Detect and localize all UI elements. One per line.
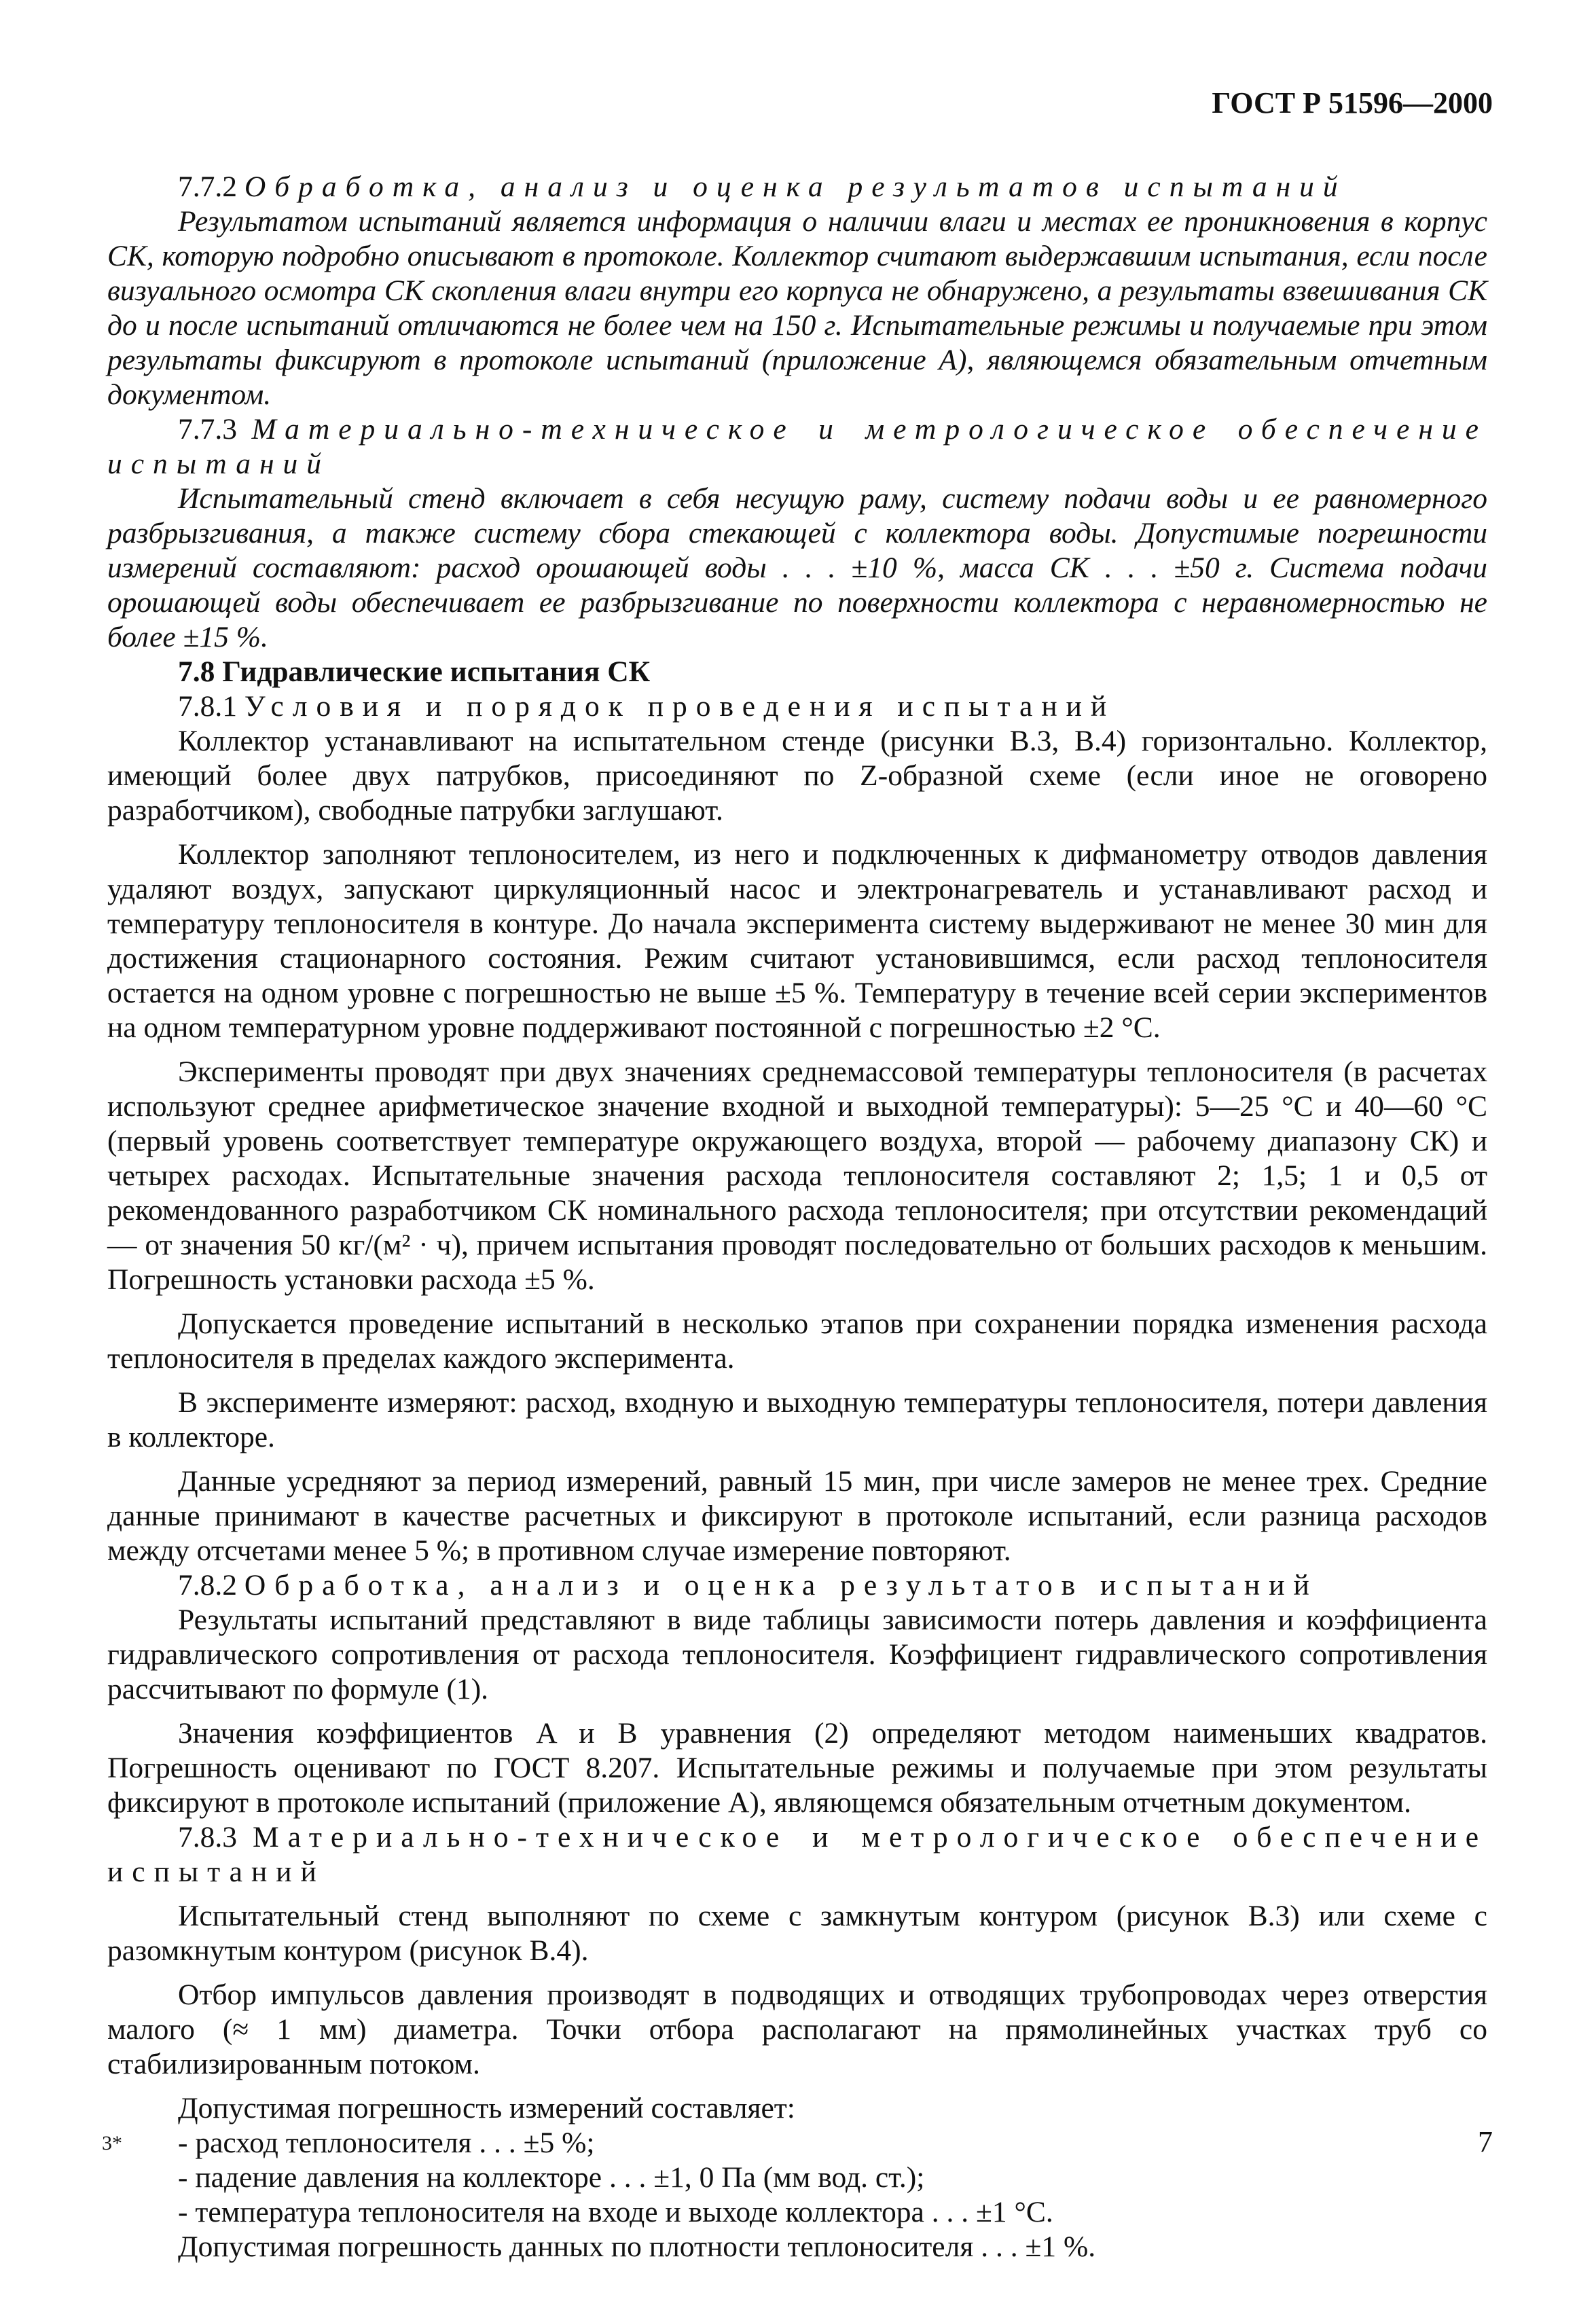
- section-title: Обработка, анализ и оценка результатов испытаний: [244, 170, 1347, 203]
- section-7-8-2-heading: [107, 1568, 1487, 1603]
- section-title: Материально-техническое и метрологическое обеспечение испытаний: [107, 1821, 1487, 1888]
- list-item: - расход теплоносителя . . . ±5 %;: [178, 2127, 595, 2159]
- section-7-8-3-heading: [107, 1820, 1487, 1889]
- paragraph: Коллектор заполняют теплоносителем, из него и подключенных к дифманометру отводов давления удаляют воздух, запускают циркуляционный насос и электронагреватель и устанавливают расход и температуру теплоносителя в контуре. До начала эксперимента систему выдерживают не менее 30 мин для достижения стационарного состояния. Режим считают установившимся, если расход теплоносителя остается на одном уровне с погрешностью не выше ±5 %. Температуру в течение всей серии экспериментов на одном температурном уровне поддерживают постоянной с погрешностью ±2 °С.: [107, 838, 1487, 1044]
- section-7-7-2-heading: [107, 170, 1487, 204]
- section-7-8-heading: 7.8 Гидравлические испытания СК: [178, 655, 651, 688]
- paragraph: Данные усредняют за период измерений, равный 15 мин, при числе замеров не менее трех. Средние данные принимают в качестве расчетных и фиксируют в протоколе испытаний, если разница расходов между отсчетами менее 5 %; в противном случае измерение повторяют.: [107, 1465, 1487, 1567]
- paragraph: Результатом испытаний является информация о наличии влаги и местах ее проникновения в корпус СК, которую подробно описывают в протоколе. Коллектор считают выдержавшим испытания, если после визуального осмотра СК скопления влаги внутри его корпуса не обнаружено, а результаты взвешивания СК до и после испытаний отличаются не более чем на 150 г. Испытательные режимы и получаемые при этом результаты фиксируют в протоколе испытаний (приложение А), являющемся обязательным отчетным документом.: [107, 205, 1487, 411]
- section-title: Условия и порядок проведения испытаний: [244, 690, 1116, 723]
- paragraph: Допустимая погрешность данных по плотности теплоносителя . . . ±1 %.: [178, 2230, 1096, 2263]
- paragraph: Допускается проведение испытаний в несколько этапов при сохранении порядка изменения расхода теплоносителя в пределах каждого эксперимента.: [107, 1307, 1487, 1375]
- section-title: Материально-техническое и метрологическое обеспечение испытаний: [107, 413, 1487, 480]
- paragraph: Испытательный стенд выполняют по схеме с замкнутым контуром (рисунок В.3) или схеме с разомкнутым контуром (рисунок В.4).: [107, 1900, 1487, 1967]
- paragraph: Значения коэффициентов A и B уравнения (2) определяют методом наименьших квадратов. Погрешность оценивают по ГОСТ 8.207. Испытательные режимы и получаемые при этом результаты фиксируют в протоколе испытаний (приложение А), являющемся обязательным отчетным документом.: [107, 1717, 1487, 1819]
- list-item: - температура теплоносителя на входе и выходе коллектора . . . ±1 °С.: [178, 2196, 1053, 2228]
- paragraph: В эксперименте измеряют: расход, входную и выходную температуры теплоносителя, потери давления в коллекторе.: [107, 1386, 1487, 1453]
- list-item: - падение давления на коллекторе . . . ±1, 0 Па (мм вод. ст.);: [178, 2161, 925, 2194]
- section-number: 7.8.1: [178, 690, 237, 723]
- section-7-7-3-heading: [107, 412, 1487, 482]
- paragraph: Результаты испытаний представляют в виде таблицы зависимости потерь давления и коэффициента гидравлического сопротивления от расхода теплоносителя. Коэффициент гидравлического сопротивления рассчитывают по формуле (1).: [107, 1604, 1487, 1705]
- document-body: [107, 170, 1487, 2264]
- section-number: 7.8.2: [178, 1569, 237, 1602]
- paragraph: Испытательный стенд включает в себя несущую раму, систему подачи воды и ее равномерного разбрызгивания, а также систему сбора стекающей с коллектора воды. Допустимые погрешности измерений составляют: расход орошающей воды . . . ±10 %, масса СК . . . ±50 г. Система подачи орошающей воды обеспечивает ее разбрызгивание по поверхности коллектора с неравномерностью не более ±15 %.: [107, 482, 1487, 653]
- paragraph: Эксперименты проводят при двух значениях среднемассовой температуры теплоносителя (в расчетах используют среднее арифметическое значение входной и выходной температуры): 5—25 °С и 40—60 °С (первый уровень соответствует температуре окружающего воздуха, второй — рабочему диапазону СК) и четырех расходах. Испытательные значения расхода теплоносителя составляют 2; 1,5; 1 и 0,5 от рекомендованного разработчиком СК номинального расхода теплоносителя; при отсутствии рекомендаций — от значения 50 кг/(м² · ч), причем испытания проводят последовательно от больших расходов к меньшим. Погрешность установки расхода ±5 %.: [107, 1055, 1487, 1296]
- section-number: 7.7.2: [178, 170, 237, 203]
- paragraph: Отбор импульсов давления производят в подводящих и отводящих трубопроводах через отверстия малого (≈ 1 мм) диаметра. Точки отбора располагают на прямолинейных участках труб со стабилизированным потоком.: [107, 1978, 1487, 2080]
- section-title: Обработка, анализ и оценка результатов испытаний: [244, 1569, 1318, 1602]
- page-number: 7: [1478, 2125, 1493, 2158]
- section-number: 7.8.3: [178, 1821, 237, 1853]
- sheet-mark: 3*: [102, 2132, 122, 2154]
- paragraph: Коллектор устанавливают на испытательном стенде (рисунки В.3, В.4) горизонтально. Коллектор, имеющий более двух патрубков, присоединяют по Z-образной схеме (если иное не оговорено разработчиком), свободные патрубки заглушают.: [107, 725, 1487, 827]
- section-number: 7.7.3: [178, 413, 237, 446]
- paragraph: Допустимая погрешность измерений составляет:: [178, 2092, 795, 2124]
- standard-header: ГОСТ Р 51596—2000: [1212, 86, 1493, 120]
- section-7-8-1-heading: [107, 689, 1487, 724]
